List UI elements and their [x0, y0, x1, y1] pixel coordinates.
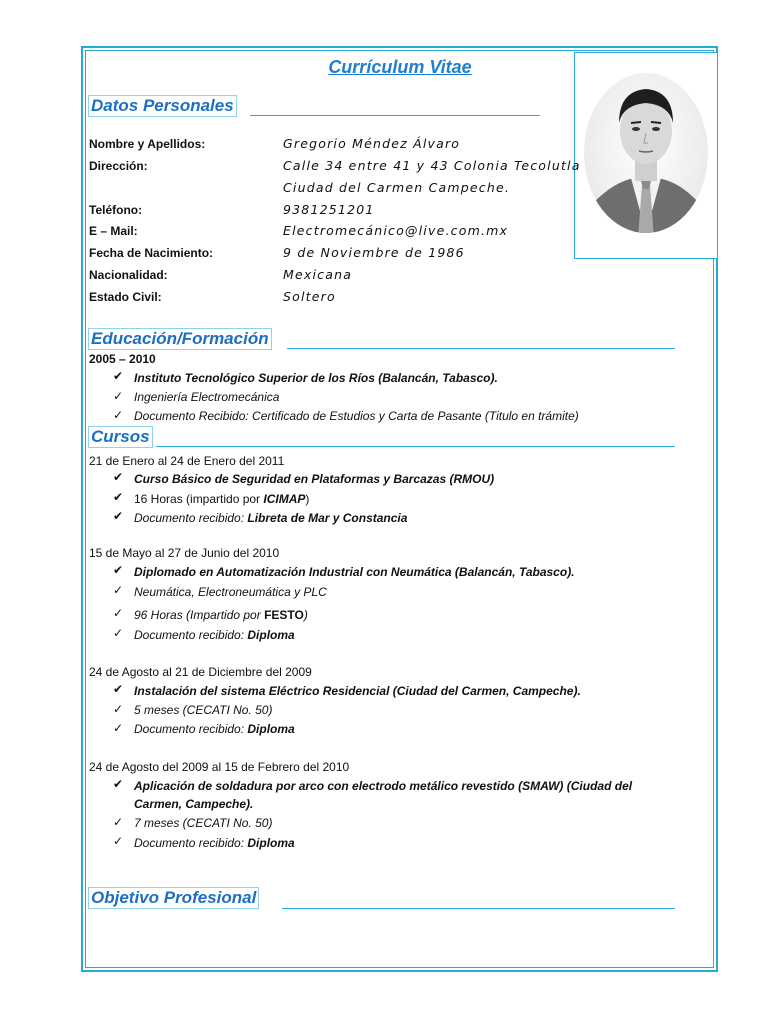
phone-value: 9381251201	[283, 202, 375, 217]
check-icon: ✓	[113, 721, 124, 735]
course-1-hours: 16 Horas (impartido por ICIMAP)	[134, 492, 310, 506]
course-4-date: 24 de Agosto del 2009 al 15 de Febrero del 2010	[89, 760, 350, 774]
section-education-title: Educación/Formación	[88, 328, 272, 350]
course-3-duration: 5 meses (CECATI No. 50)	[134, 703, 273, 717]
name-value: Gregorio Méndez Álvaro	[283, 136, 461, 151]
course-2-name: Diplomado en Automatización Industrial con Neumática (Balancán, Tabasco).	[134, 565, 575, 579]
course-2-topics: Neumática, Electroneumática y PLC	[134, 585, 327, 599]
nationality-label: Nacionalidad:	[89, 268, 168, 282]
course-2-document: Documento recibido: Diploma	[134, 628, 295, 642]
address-label: Dirección:	[89, 159, 148, 173]
check-icon: ✓	[113, 702, 124, 716]
check-icon: ✔	[113, 470, 124, 484]
birth-value: 9 de Noviembre de 1986	[283, 245, 465, 260]
civil-status-value: Soltero	[283, 289, 336, 304]
check-icon: ✔	[113, 490, 124, 504]
check-icon: ✓	[113, 583, 124, 597]
section-education-rule	[287, 348, 675, 349]
civil-status-label: Estado Civil:	[89, 290, 162, 304]
course-1-name: Curso Básico de Seguridad en Plataformas y Barcazas (RMOU)	[134, 472, 495, 486]
nationality-value: Mexicana	[283, 267, 353, 282]
portrait-image	[575, 53, 717, 258]
course-3-date: 24 de Agosto al 21 de Diciembre del 2009	[89, 665, 312, 679]
check-icon: ✔	[113, 777, 124, 791]
course-1-document: Documento recibido: Libreta de Mar y Constancia	[134, 511, 408, 525]
check-icon: ✓	[113, 834, 124, 848]
document-title: Currículum Vitae	[328, 57, 472, 77]
check-icon: ✓	[113, 626, 124, 640]
section-objective-rule	[282, 908, 675, 909]
course-2-hours: 96 Horas (Impartido por FESTO)	[134, 608, 308, 622]
phone-label: Teléfono:	[89, 203, 143, 217]
course-1-date: 21 de Enero al 24 de Enero del 2011	[89, 454, 285, 468]
check-icon: ✔	[113, 369, 124, 383]
section-personal-rule	[250, 115, 540, 116]
profile-photo	[574, 52, 718, 259]
check-icon: ✔	[113, 682, 124, 696]
course-3-document: Documento recibido: Diploma	[134, 722, 295, 736]
birth-label: Fecha de Nacimiento:	[89, 246, 214, 260]
education-institution: Instituto Tecnológico Superior de los Ríos (Balancán, Tabasco).	[134, 371, 498, 385]
course-4-name-line2: Carmen, Campeche).	[134, 797, 254, 811]
check-icon: ✓	[113, 389, 124, 403]
check-icon: ✔	[113, 563, 124, 577]
check-icon: ✓	[113, 606, 124, 620]
education-years: 2005 – 2010	[89, 352, 156, 366]
name-label: Nombre y Apellidos:	[89, 137, 206, 151]
address-line2: Ciudad del Carmen Campeche.	[283, 180, 511, 195]
email-label: E – Mail:	[89, 224, 138, 238]
education-document: Documento Recibido: Certificado de Estudios y Carta de Pasante (Titulo en trámite)	[134, 409, 579, 423]
course-4-name-line1: Aplicación de soldadura por arco con electrodo metálico revestido (SMAW) (Ciudad del	[134, 779, 633, 793]
check-icon: ✓	[113, 408, 124, 422]
check-icon: ✓	[113, 815, 124, 829]
course-3-name: Instalación del sistema Eléctrico Residencial (Ciudad del Carmen, Campeche).	[134, 684, 581, 698]
course-2-date: 15 de Mayo al 27 de Junio del 2010	[89, 546, 280, 560]
section-personal-title: Datos Personales	[88, 95, 237, 117]
check-icon: ✔	[113, 509, 124, 523]
section-objective-title: Objetivo Profesional	[88, 887, 259, 909]
course-4-duration: 7 meses (CECATI No. 50)	[134, 816, 273, 830]
section-courses-title: Cursos	[88, 426, 153, 448]
education-career: Ingeniería Electromecánica	[134, 390, 280, 404]
section-courses-rule	[156, 446, 675, 447]
email-value: Electromecánico@live.com.mx	[283, 223, 509, 238]
course-4-document: Documento recibido: Diploma	[134, 836, 295, 850]
address-line1: Calle 34 entre 41 y 43 Colonia Tecolutla	[283, 158, 581, 173]
